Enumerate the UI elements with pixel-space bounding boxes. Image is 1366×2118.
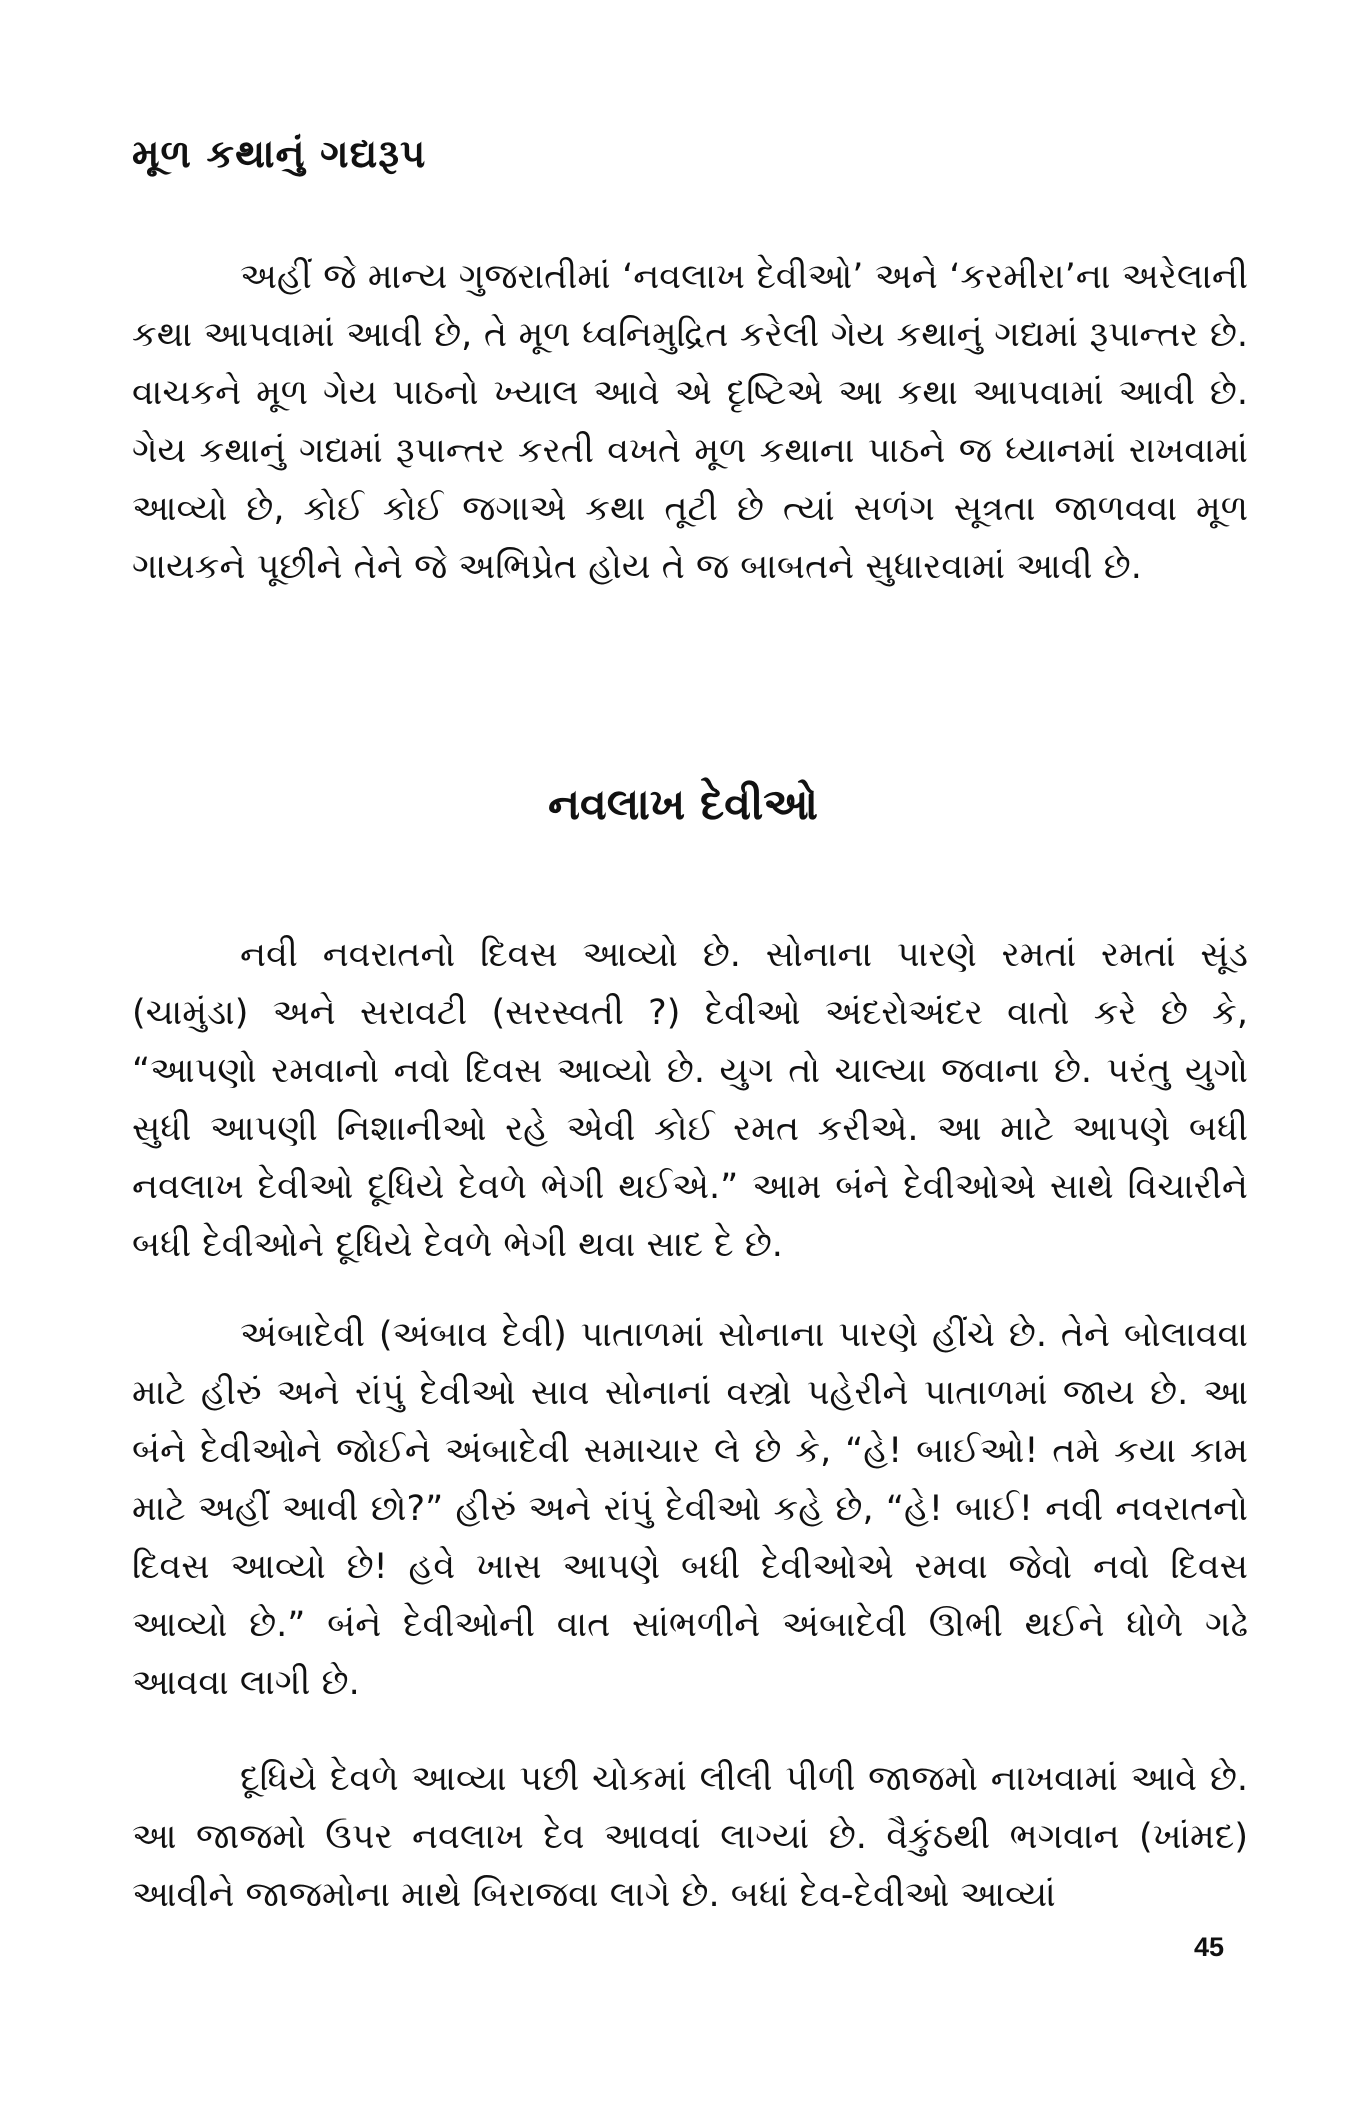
story-title: નવલાખ દેવીઓ: [547, 780, 818, 830]
story-paragraph: દૂધિયે દેવળે આવ્યા પછી ચોકમાં લીલી પીળી જાજમો નાખવામાં આવે છે. આ જાજમો ઉપર નવલાખ દેવ આવવાં લાગ્યાં છે. વૈકુંઠથી ભગવાન (ખાંમદ) આવીને જાજમોના માથે બિરાજવા લાગે છે. બધાં દેવ-દેવીઓ આવ્યાં: [132, 1759, 1249, 1915]
page-number: 45: [1193, 1932, 1224, 1962]
story-paragraph: નવી નવરાતનો દિવસ આવ્યો છે. સોનાના પારણે રમતાં રમતાં સૂંડ (ચામુંડા) અને સરાવટી (સરસ્વતી ?) દેવીઓ અંદરોઅંદર વાતો કરે છે કે, “આપણો રમવાનો નવો દિવસ આવ્યો છે. યુગ તો ચાલ્યા જવાના છે. પરંતુ યુગો સુધી આપણી નિશાનીઓ રહે એવી કોઈ રમત કરીએ. આ માટે આપણે બધી નવલાખ દેવીઓ દૂધિયે દેવળે ભેગી થઈએ.” આમ બંને દેવીઓએ સાથે વિચારીને બધી દેવીઓને દૂધિયે દેવળે ભેગી થવા સાદ દે છે.: [132, 935, 1248, 1265]
story-paragraph: અંબાદેવી (અંબાવ દેવી) પાતાળમાં સોનાના પારણે હીંચે છે. તેને બોલાવવા માટે હીરું અને રાંપું દેવીઓ સાવ સોનાનાં વસ્ત્રો પહેરીને પાતાળમાં જાય છે. આ બંને દેવીઓને જોઈને અંબાદેવી સમાચાર લે છે કે, “હે! બાઈઓ! તમે કયા કામ માટે અહીં આવી છો?” હીરું અને રાંપું દેવીઓ કહે છે, “હે! બાઈ! નવી નવરાતનો દિવસ આવ્યો છે! હવે ખાસ આપણે બધી દેવીઓએ રમવા જેવો નવો દિવસ આવ્યો છે.” બંને દેવીઓની વાત સાંભળીને અંબાદેવી ઊભી થઈને ધોળે ગઢે આવવા લાગી છે.: [132, 1315, 1248, 1703]
intro-paragraph: અહીં જે માન્ય ગુજરાતીમાં ‘નવલાખ દેવીઓ’ અને ‘કરમીરા’ના અરેલાની કથા આપવામાં આવી છે, તે મૂળ ધ્વનિમુદ્રિત કરેલી ગેય કથાનું ગદ્યમાં રૂપાન્તર છે. વાચકને મૂળ ગેય પાઠનો ખ્યાલ આવે એ દૃષ્ટિએ આ કથા આપવામાં આવી છે. ગેય કથાનું ગદ્યમાં રૂપાન્તર કરતી વખતે મૂળ કથાના પાઠને જ ધ્યાનમાં રાખવામાં આવ્યો છે, કોઈ કોઈ જગાએ કથા તૂટી છે ત્યાં સળંગ સૂત્રતા જાળવવા મૂળ ગાયકને પૂછીને તેને જે અભિપ્રેત હોય તે જ બાબતને સુધારવામાં આવી છે.: [132, 257, 1248, 587]
section-heading: મૂળ કથાનું ગદ્યરૂપ: [132, 132, 427, 177]
